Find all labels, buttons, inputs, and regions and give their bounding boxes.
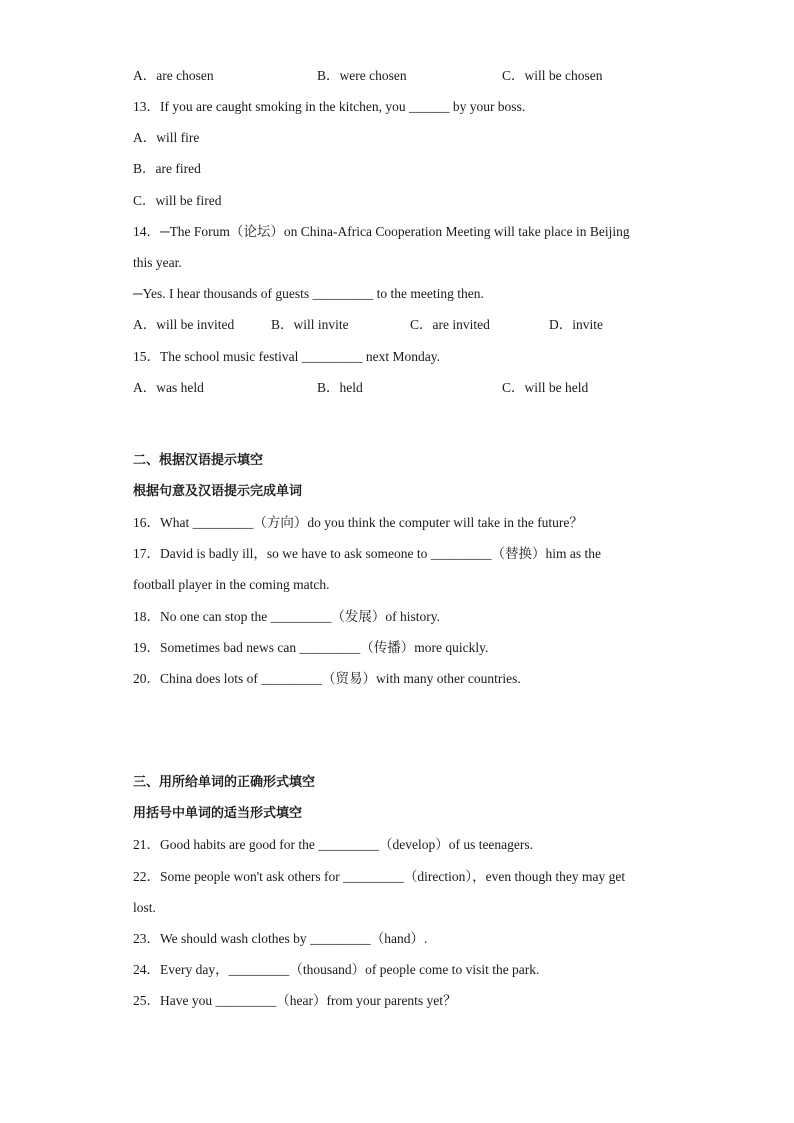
q22-line1: 22．Some people won't ask others for _________（direction），even though they may get: [133, 869, 626, 884]
q17-line2: football player in the coming match.: [133, 577, 330, 592]
q15-option-b: B．held: [317, 380, 363, 395]
q14-option-a: A．will be invited: [133, 317, 235, 332]
q14-option-d: D．invite: [549, 317, 603, 332]
q13-option-c: C．will be fired: [133, 193, 222, 208]
section2-title: 二、根据汉语提示填空: [133, 453, 264, 468]
q12-option-a: A．are chosen: [133, 68, 214, 83]
q18: 18．No one can stop the _________（发展）of history.: [133, 609, 440, 624]
q13-stem: 13．If you are caught smoking in the kitchen, you ______ by your boss.: [133, 99, 526, 114]
q19: 19．Sometimes bad news can _________（传播）more quickly.: [133, 640, 489, 655]
q22-line2: lost.: [133, 900, 156, 915]
q17-line1: 17．David is badly ill，so we have to ask someone to _________（替换）him as the: [133, 546, 601, 561]
q12-option-b: B．were chosen: [317, 68, 407, 83]
section3-title: 三、用所给单词的正确形式填空: [133, 775, 316, 790]
q14-option-c: C．are invited: [410, 317, 490, 332]
q14-stem-line1: 14．─The Forum（论坛）on China-Africa Cooperation Meeting will take place in Beijing: [133, 224, 630, 239]
q14-stem-line3: ─Yes. I hear thousands of guests _________ to the meeting then.: [133, 286, 484, 301]
q14-stem-line2: this year.: [133, 255, 182, 270]
section2-instruction: 根据句意及汉语提示完成单词: [133, 484, 303, 499]
q24: 24．Every day，_________（thousand）of people come to visit the park.: [133, 962, 540, 977]
q13-option-b: B．are fired: [133, 161, 201, 176]
q15-stem: 15．The school music festival _________ next Monday.: [133, 349, 440, 364]
q25: 25．Have you _________（hear）from your parents yet？: [133, 993, 457, 1008]
q14-option-b: B．will invite: [271, 317, 349, 332]
q12-option-c: C．will be chosen: [502, 68, 603, 83]
q13-option-a: A．will fire: [133, 130, 200, 145]
q23: 23．We should wash clothes by _________（hand）.: [133, 931, 428, 946]
q15-option-c: C．will be held: [502, 380, 589, 395]
q20: 20．China does lots of _________（贸易）with many other countries.: [133, 671, 521, 686]
q21: 21．Good habits are good for the _________（develop）of us teenagers.: [133, 837, 534, 852]
section3-instruction: 用括号中单词的适当形式填空: [133, 806, 303, 821]
q16: 16．What _________（方向）do you think the computer will take in the future？: [133, 515, 583, 530]
q15-option-a: A．was held: [133, 380, 204, 395]
